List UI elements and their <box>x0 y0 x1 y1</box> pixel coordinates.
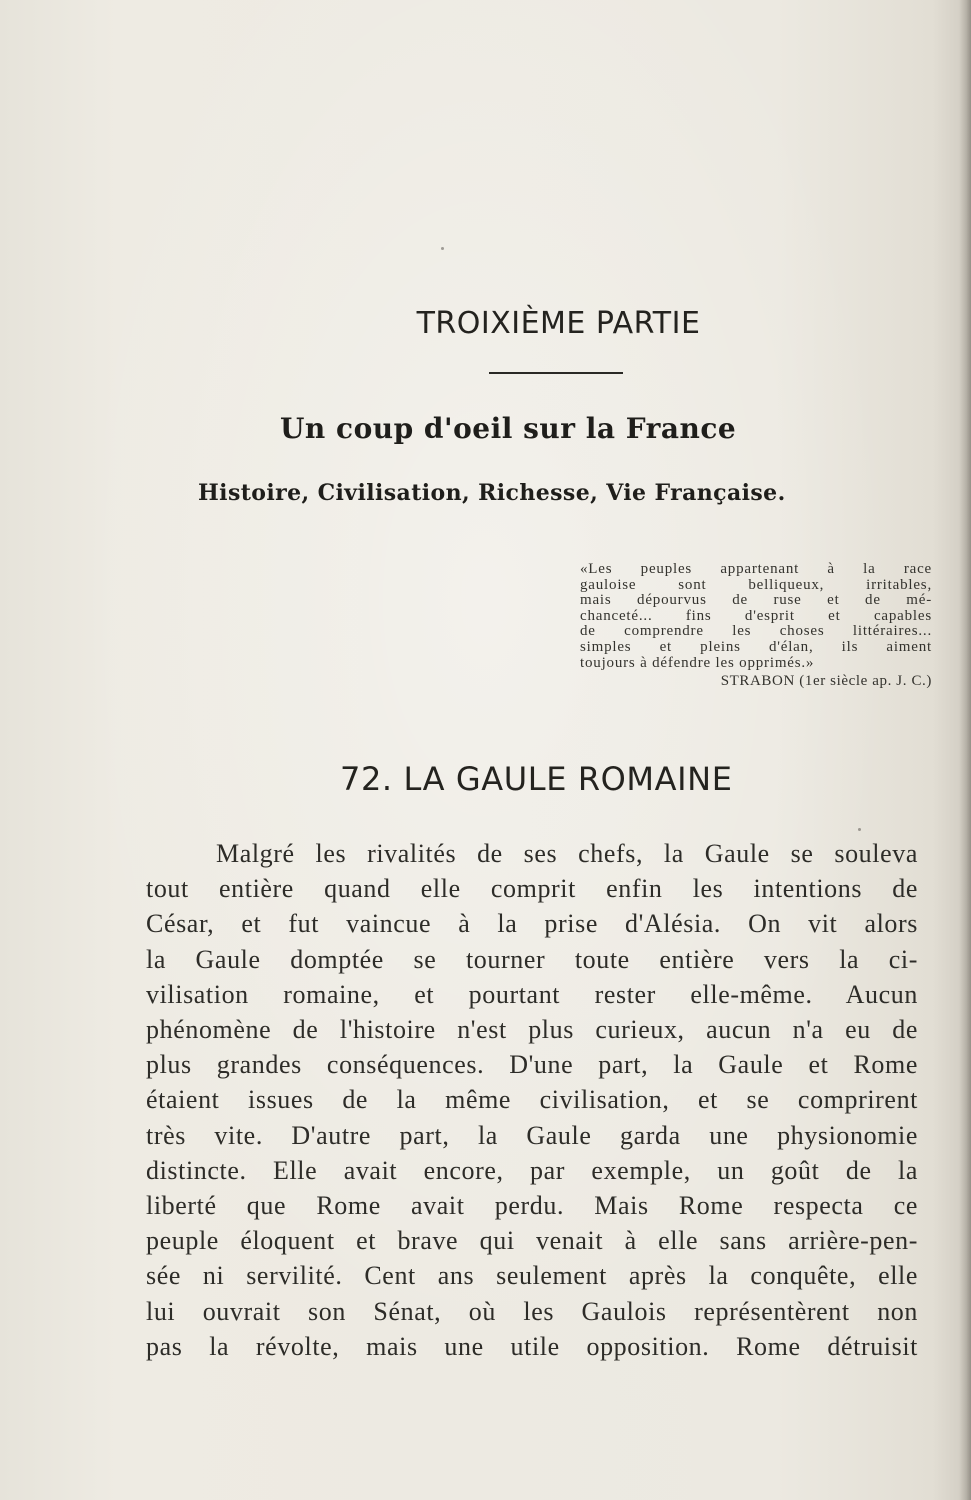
body-line: César, et fut vaincue à la prise d'Alésia. On vit alors <box>146 909 918 939</box>
body-line: étaient issues de la même civilisation, et se comprirent <box>146 1085 918 1115</box>
body-line: tout entière quand elle comprit enfin les intentions de <box>146 874 918 904</box>
epigraph-line: toujours à défendre les opprimés.» <box>580 654 815 671</box>
body-line: très vite. D'autre part, la Gaule garda une physionomie <box>146 1120 918 1150</box>
body-line: liberté que Rome avait perdu. Mais Rome respecta ce <box>146 1191 918 1221</box>
body-line: vilisation romaine, et pourtant rester elle-même. Aucun <box>146 979 918 1009</box>
epigraph-line: de comprendre les choses littéraires... <box>580 623 932 640</box>
section-title: Un coup d'oeil sur la France <box>280 412 737 445</box>
epigraph-line: gauloise sont belliqueux, irritables, <box>580 576 932 593</box>
body-line: sée ni servilité. Cent ans seulement après la conquête, elle <box>146 1261 918 1291</box>
epigraph-line: «Les peuples appartenant à la race <box>580 561 932 577</box>
paper-speck <box>441 247 444 250</box>
body-line: phénomène de l'histoire n'est plus curieux, aucun n'a eu de <box>146 1015 918 1045</box>
body-line: lui ouvrait son Sénat, où les Gaulois représentèrent non <box>146 1296 918 1326</box>
epigraph-attribution: STRABON (1er siècle ap. J. C.) <box>720 673 932 690</box>
paper-speck <box>858 828 861 831</box>
part-title: TROIXIÈME PARTIE <box>416 306 701 341</box>
epigraph-line: simples et pleins d'élan, ils aiment <box>580 638 932 655</box>
body-line: la Gaule domptée se tourner toute entière vers la ci- <box>146 944 918 974</box>
body-line: plus grandes conséquences. D'une part, la Gaule et Rome <box>146 1050 918 1080</box>
page-edge-shadow <box>959 0 971 1500</box>
body-line: Malgré les rivalités de ses chefs, la Gaule se souleva <box>216 839 918 868</box>
title-rule <box>489 372 623 374</box>
epigraph-line: chanceté... fins d'esprit et capables <box>580 607 932 624</box>
chapter-title: 72. LA GAULE ROMAINE <box>340 760 733 798</box>
body-line: distincte. Elle avait encore, par exemple, un goût de la <box>146 1155 918 1185</box>
chapter-body <box>146 836 918 1364</box>
body-line: peuple éloquent et brave qui venait à elle sans arrière-pen- <box>146 1226 918 1256</box>
epigraph-line: mais dépourvus de ruse et de mé- <box>580 592 932 609</box>
section-subtitle: Histoire, Civilisation, Richesse, Vie Française. <box>198 480 786 506</box>
body-line: pas la révolte, mais une utile opposition. Rome détruisit <box>146 1331 918 1361</box>
epigraph <box>580 562 932 690</box>
